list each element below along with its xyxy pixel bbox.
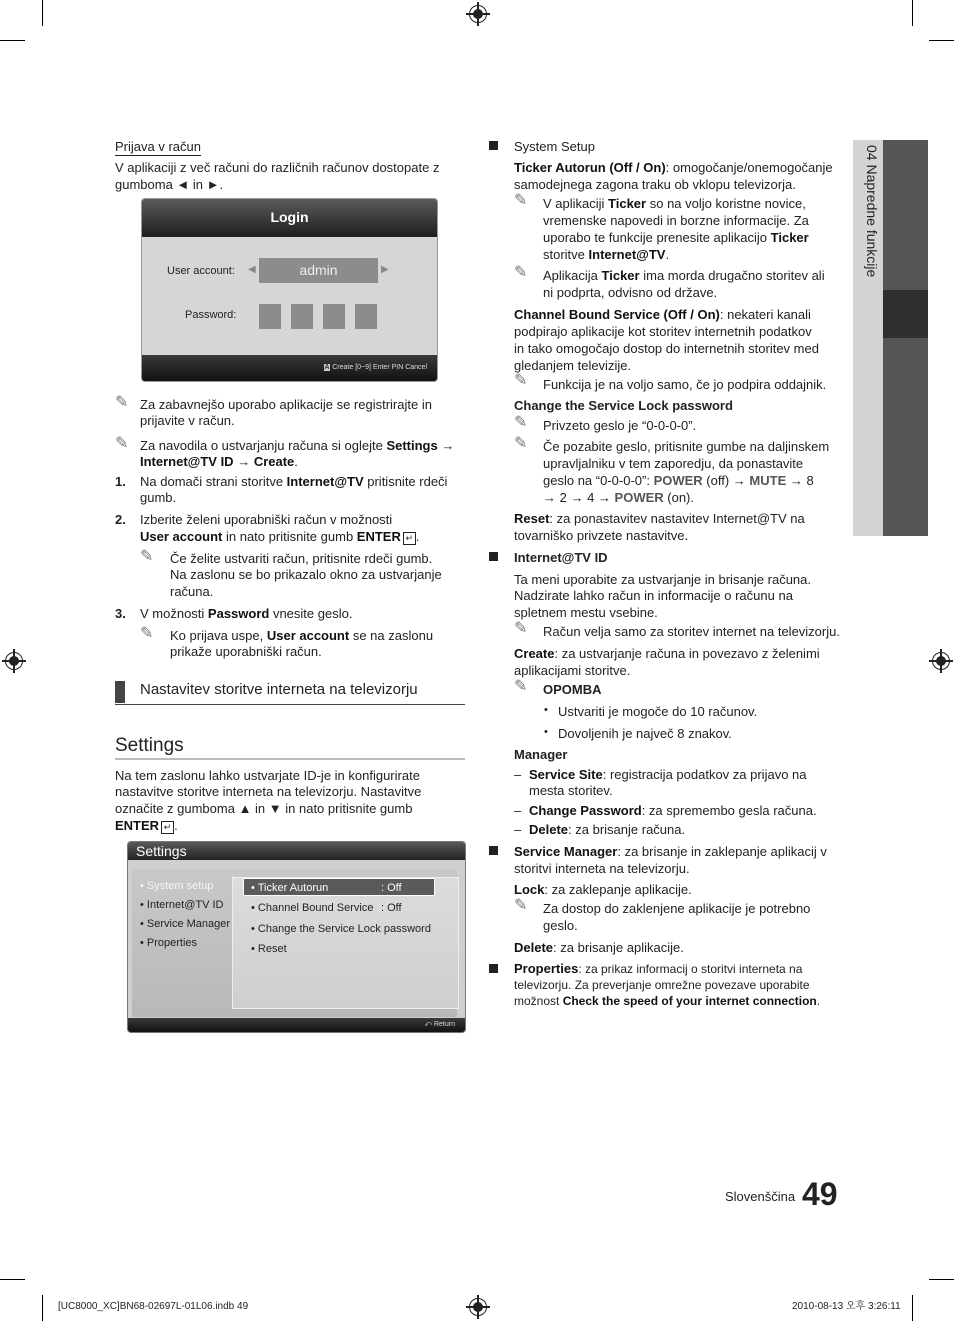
pencil-note-icon: ✎ — [140, 625, 154, 642]
return-icon[interactable]: ⤺ — [424, 1021, 433, 1028]
login-dialog-title: Login — [142, 199, 437, 237]
pencil-note-icon: ✎ — [514, 264, 528, 281]
step-text: V možnosti Password vnesite geslo. — [140, 606, 353, 621]
body-text: Create: za ustvarjanje računa in povezavo z želenimi — [514, 646, 820, 661]
password-label: Password: — [185, 309, 237, 321]
note-text: Če želite ustvariti račun, pritisnite rdeči gumb. — [170, 551, 433, 566]
pencil-note-icon: ✎ — [115, 394, 129, 411]
footer-language: Slovenščina — [725, 1189, 796, 1204]
body-text: Ta meni uporabite za ustvarjanje in brisanje računa. — [514, 572, 812, 587]
square-bullet-icon — [489, 964, 498, 973]
crop-mark — [42, 0, 43, 26]
section-heading-bar — [115, 681, 125, 703]
body-text: Nadzirate lahko račun in informacije o računu na — [514, 588, 793, 603]
settings-dialog-title: Settings — [128, 842, 465, 860]
note-text: Za zabavnejšo uporabo aplikacije se registrirajte in — [140, 397, 432, 412]
crop-mark — [929, 1279, 954, 1280]
note-text: Če pozabite geslo, pritisnite gumbe na daljinskem — [543, 439, 830, 454]
note-text: Ko prijava uspe, User account se na zaslonu — [170, 628, 434, 643]
registration-mark-icon — [469, 5, 487, 23]
step-text: Na domači strani storitve Internet@TV pritisnite rdeči — [140, 474, 448, 489]
body-text: Delete: za brisanje aplikacije. — [514, 940, 684, 955]
note-text: računa. — [170, 584, 214, 599]
pane-item-label[interactable]: • Channel Bound Service — [251, 902, 374, 914]
settings-dialog — [128, 842, 465, 1032]
note-text: geslo. — [543, 918, 578, 933]
chapter-tab-bar — [883, 140, 928, 536]
pane-item-label[interactable]: • Reset — [251, 943, 287, 955]
note-text: V aplikaciji Ticker so na voljo koristne novice, — [543, 196, 806, 211]
note-text: Privzeto geslo je “0-0-0-0”. — [543, 418, 697, 433]
subheading: Internet@TV ID — [514, 550, 608, 565]
menu-item-internet-tv-id[interactable]: • Internet@TV ID — [140, 899, 224, 911]
body-text: aplikacijami storitve. — [514, 663, 631, 678]
square-bullet-icon — [489, 846, 498, 855]
subheading: Change the Service Lock password — [514, 398, 733, 413]
step-text: User account in nato pritisnite gumb ENTER ↵ . — [140, 529, 420, 544]
pane-item-value: : Off — [381, 882, 402, 894]
note-heading: OPOMBA — [543, 682, 602, 697]
print-date-info: 2010-08-13 오후 3:26:11 — [792, 1301, 901, 1312]
pin-digit-field[interactable] — [259, 304, 281, 329]
square-bullet-icon — [489, 552, 498, 561]
note-text: Ustvariti je mogoče do 10 računov. — [558, 704, 758, 719]
note-text: Funkcija je na voljo samo, če jo podpira oddajnik. — [543, 377, 827, 392]
settings-intro: nastavitve storitve interneta na televizorju. Nastavitve — [115, 784, 422, 799]
enter-icon: ↵ — [161, 821, 174, 834]
body-text: tovarniško privzete nastavitve. — [514, 528, 689, 543]
divider — [115, 758, 465, 760]
pencil-note-icon: ✎ — [514, 897, 528, 914]
crop-mark — [0, 40, 25, 41]
note-text: → 2 → 4 → POWER (on). — [543, 490, 694, 505]
note-text: uporabo te funkcije prenesite aplikacijo Ticker — [543, 230, 809, 245]
registration-mark-icon — [932, 652, 950, 670]
pencil-note-icon: ✎ — [514, 414, 528, 431]
crop-mark — [912, 0, 913, 26]
body-text: Ticker Autorun (Off / On): omogočanje/onemogočanje — [514, 160, 833, 175]
settings-pane — [232, 877, 459, 1009]
body-text: in tako omogočajo dostop do internetnih storitev med — [514, 341, 819, 356]
settings-intro: ENTER ↵ . — [115, 818, 178, 833]
step-text: Izberite želeni uporabniški račun v možnosti — [140, 512, 393, 527]
return-label: Return — [433, 1021, 455, 1028]
note-text: ni podprta, odvisno od države. — [543, 285, 718, 300]
registration-mark-icon — [5, 652, 23, 670]
login-dialog-footer — [142, 355, 437, 381]
crop-mark — [929, 40, 954, 41]
pencil-note-icon: ✎ — [514, 620, 528, 637]
note-text: Internet@TV ID → Create. — [140, 454, 298, 469]
pencil-note-icon: ✎ — [514, 192, 528, 209]
login-section-title: Prijava v račun — [115, 139, 201, 154]
menu-item-system-setup[interactable]: • System setup — [140, 880, 214, 892]
dot-bullet-icon: • — [544, 726, 548, 738]
step-number: 3. — [115, 606, 126, 621]
step-number: 1. — [115, 474, 126, 489]
dash-bullet: – — [514, 767, 522, 782]
settings-heading: Settings — [115, 735, 184, 756]
body-text: spletnem mestu vsebine. — [514, 605, 658, 620]
settings-intro: označite z gumboma ▲ in ▼ in nato pritisnite gumb — [115, 801, 413, 816]
note-text: prikaže uporabniški račun. — [170, 644, 322, 659]
note-text: vremenske napovedi in borzne informacije. Za — [543, 213, 809, 228]
pencil-note-icon: ✎ — [514, 678, 528, 695]
settings-inner — [132, 869, 457, 1017]
login-intro-line: V aplikaciji z več računi do različnih računov dostopate z — [115, 160, 440, 175]
user-account-selector[interactable]: admin — [259, 258, 378, 283]
body-text: možnost Check the speed of your internet connection. — [514, 994, 821, 1008]
crop-mark — [912, 1295, 913, 1321]
subheading: Manager — [514, 747, 568, 762]
note-text: Dovoljenih je največ 8 znakov. — [558, 726, 732, 741]
note-text: Račun velja samo za storitev internet na televizorju. — [543, 624, 840, 639]
step-number: 2. — [115, 512, 126, 527]
pencil-note-icon: ✎ — [514, 372, 528, 389]
body-text: gledanjem televizije. — [514, 358, 632, 373]
pane-item-value: : Off — [381, 902, 402, 914]
pane-item-label[interactable]: • Change the Service Lock password — [251, 923, 431, 935]
body-text: Reset: za ponastavitev nastavitev Internet@TV na — [514, 511, 805, 526]
section-heading: Nastavitev storitve interneta na televizorju — [140, 681, 418, 698]
settings-dialog-footer — [128, 1018, 465, 1032]
login-dialog — [142, 199, 437, 381]
dash-bullet: – — [514, 803, 522, 818]
pencil-note-icon: ✎ — [514, 435, 528, 452]
note-text: Na zaslonu se bo prikazalo okno za ustvarjanje — [170, 567, 442, 582]
body-text: mesta storitev. — [529, 783, 613, 798]
body-text: Service Manager: za brisanje in zaklepanje aplikacij v — [514, 844, 827, 859]
pane-item-label: • Ticker Autorun — [251, 882, 329, 894]
pin-digit-field[interactable] — [355, 304, 377, 329]
menu-item-service-manager[interactable]: • Service Manager — [140, 918, 231, 930]
page-number: 49 — [802, 1176, 838, 1212]
square-bullet-icon — [489, 141, 498, 150]
print-file-info: [UC8000_XC]BN68-02697L-01L06.indb 49 — [58, 1301, 249, 1312]
arrow-left-icon[interactable]: ◀ — [248, 264, 256, 275]
body-text: Lock: za zaklepanje aplikacije. — [514, 882, 692, 897]
step-text: gumb. — [140, 490, 177, 505]
pin-digit-field[interactable] — [291, 304, 313, 329]
body-text: samodejnega zagona traku ob vklopu televizorja. — [514, 177, 796, 192]
dash-bullet: – — [514, 822, 522, 837]
divider — [115, 704, 465, 705]
body-text: podpirajo aplikacije kot storitev internetnih podatkov — [514, 324, 812, 339]
create-button-icon[interactable]: A — [324, 364, 330, 371]
subheading: System Setup — [514, 139, 595, 154]
footer-hints: Create [0~9] Enter PIN Cancel — [332, 364, 427, 371]
pin-digit-field[interactable] — [323, 304, 345, 329]
pencil-note-icon: ✎ — [140, 548, 154, 565]
note-text: Aplikacija Ticker ima morda drugačno storitev ali — [543, 268, 825, 283]
crop-mark — [0, 1279, 25, 1280]
body-text: Delete: za brisanje računa. — [529, 822, 686, 837]
note-text: Za navodila o ustvarjanju računa si oglejte Settings → — [140, 438, 455, 453]
note-text: Za dostop do zaklenjene aplikacije je potrebno — [543, 901, 811, 916]
note-text: upravljalniku v tem zaporedju, da ponastavite — [543, 456, 804, 471]
settings-intro: Na tem zaslonu lahko ustvarjate ID-je in konfigurirate — [115, 768, 420, 783]
enter-icon: ↵ — [403, 532, 416, 545]
chapter-tab-marker — [883, 290, 928, 338]
dot-bullet-icon: • — [544, 704, 548, 716]
body-text: televizorju. Za preverjanje omrežne povezave uporabite — [514, 978, 810, 992]
crop-mark — [42, 1295, 43, 1321]
body-text: Service Site: registracija podatkov za prijavo na — [529, 767, 807, 782]
note-text: prijavite v račun. — [140, 413, 235, 428]
login-intro-line: gumboma ◄ in ►. — [115, 177, 224, 192]
registration-mark-icon — [469, 1298, 487, 1316]
body-text: storitvi interneta na televizorju. — [514, 861, 690, 876]
body-text: Change Password: za spremembo gesla računa. — [529, 803, 817, 818]
body-text: Properties: za prikaz informacij o storitvi interneta na — [514, 961, 803, 976]
pencil-note-icon: ✎ — [115, 435, 129, 452]
user-account-label: User account: — [167, 265, 235, 277]
note-text: geslo na “0-0-0-0”: POWER (off) → MUTE → 8 — [543, 473, 814, 488]
body-text: Channel Bound Service (Off / On): nekateri kanali — [514, 307, 811, 322]
chapter-tab-label: 04 Napredne funkcije — [864, 145, 880, 278]
arrow-right-icon[interactable]: ▶ — [381, 264, 389, 275]
note-text: storitve Internet@TV. — [543, 247, 670, 262]
menu-item-properties[interactable]: • Properties — [140, 937, 198, 949]
